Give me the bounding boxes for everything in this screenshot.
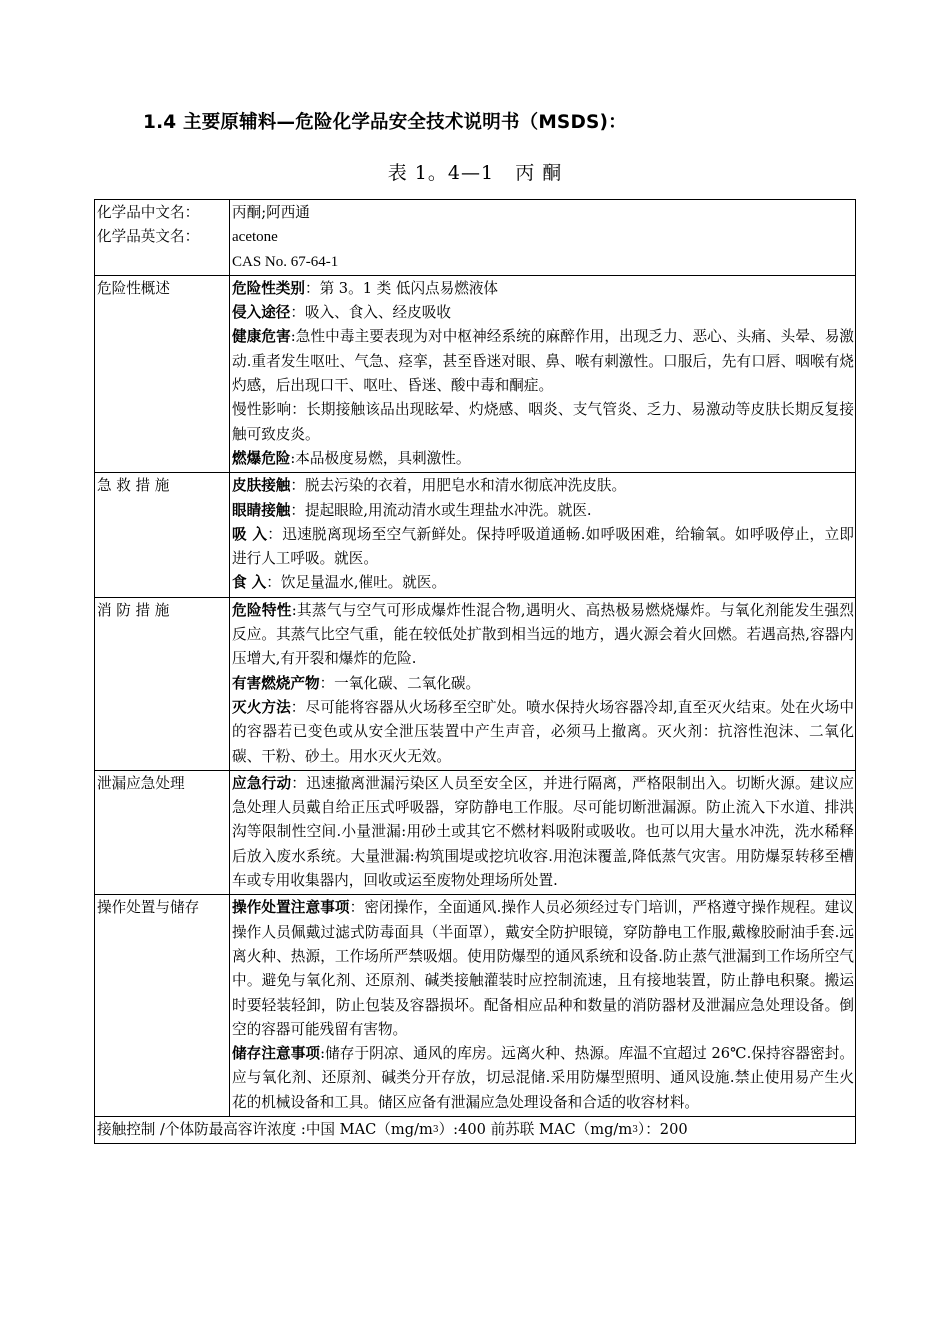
inhale-label: 吸 入	[232, 525, 268, 543]
storage-text: :储存于阴凉、通风的库房。远离火种、热源。库温不宜超过 26℃.保持容器密封。应与氧化剂、还原剂、碱类分开存放，切忌混储.采用防爆型照明、通风设施.禁止使用易产生火花的机械设备和工具。储区应备有泄漏应急处理设备和合适的收容材料。	[232, 1045, 854, 1111]
firefighting-row	[95, 597, 856, 770]
health-label: 健康危害	[232, 328, 291, 346]
chemical-name-en: acetone	[232, 229, 278, 246]
cas-number: CAS No. 67-64-1	[232, 253, 339, 270]
leak-row	[95, 770, 856, 894]
handling-content	[230, 895, 856, 1117]
table-caption: 表 1。4—1 丙 酮	[387, 162, 563, 184]
skin-label: 皮肤接触	[232, 477, 291, 495]
combustion-product-text: ：一氧化碳、二氧化碳。	[319, 674, 481, 692]
ingest-text: ：饮足量温水,催吐。就医。	[266, 574, 447, 592]
skin-text: ：脱去污染的衣着，用肥皂水和清水彻底冲洗皮肤。	[290, 477, 627, 495]
label-en-name: 化学品英文名：	[97, 228, 200, 246]
exposure-cell	[95, 1116, 856, 1143]
exposure-text-b: ）:400 前苏联 MAC（mg/m	[438, 1120, 633, 1138]
health-text: :急性中毒主要表现为对中枢神经系统的麻醉作用，出现乏力、恶心、头痛、头晕、易激动.重者发生呕吐、气急、痉挛，甚至昏迷对眼、鼻、喉有刺激性。口服后，先有口唇、咽喉有烧灼感，后出现口干、呕吐、昏迷、酸中毒和酮症。	[232, 328, 854, 395]
hazard-class-label: 危险性类别	[232, 279, 305, 297]
operation-text: ：密闭操作，全面通风.操作人员必须经过专门培训，严格遵守操作规程。建议操作人员佩戴过滤式防毒面具（半面罩），戴安全防护眼镜，穿防静电工作服,戴橡胶耐油手套.远离火种、热源，工作场所严禁吸烟。使用防爆型的通风系统和设备.防止蒸气泄漏到工作场所空气中。避免与氧化剂、还原剂、碱类接触灌装时应控制流速，且有接地装置，防止静电积聚。搬运时要轻装轻卸，防止包装及容器损坏。配备相应品种和数量的消防器材及泄漏应急处理设备。倒空的容器可能残留有害物。	[232, 899, 854, 1038]
firefighting-content	[230, 597, 856, 770]
unit-superscript-b: 3	[632, 1124, 638, 1135]
label-cn-name: 化学品中文名：	[97, 204, 200, 221]
combustion-product-label: 有害燃烧产物	[232, 674, 320, 692]
extinguish-method-text: ：尽可能将容器从火场移至空旷处。喷水保持火场容器冷却,直至灭火结束。处在火场中的容器若已变色或从安全泄压装置中产生声音，必须马上撤离。灭火剂：抗溶性泡沫、二氧化碳、干粉、砂土。用水灭火无效。	[232, 698, 854, 765]
emergency-action-text: ：迅速撤离泄漏污染区人员至安全区，并进行隔离，严格限制出入。切断火源。建议应急处理人员戴自给正压式呼吸器，穿防静电工作服。尽可能切断泄漏源。防止流入下水道、排洪沟等限制性空间.小量泄漏:用砂土或其它不燃材料吸附或吸收。也可以用大量水冲洗，洗水稀释后放入废水系统。大量泄漏:构筑围堤或挖坑收容.用泡沫覆盖,降低蒸气灾害。用防爆泵转移至槽车或专用收集器内，回收或运至废物处理场所处置.	[232, 774, 854, 890]
identity-row	[95, 200, 856, 276]
leak-content	[230, 770, 856, 894]
extinguish-method-label: 灭火方法	[232, 698, 291, 716]
msds-table	[94, 199, 856, 1144]
identity-value-cell	[230, 200, 856, 276]
handling-label: 操作处置与储存	[95, 895, 230, 1117]
exposure-row	[95, 1116, 856, 1143]
unit-superscript-a: 3	[432, 1124, 439, 1135]
inhale-text: ：迅速脱离现场至空气新鲜处。保持呼吸道通畅.如呼吸困难，给输氧。如呼吸停止，立即进行人工呼吸。就医。	[232, 525, 854, 568]
eye-label: 眼睛接触	[232, 501, 291, 519]
hazard-char-text: :其蒸气与空气可形成爆炸性混合物,遇明火、高热极易燃烧爆炸。与氧化剂能发生强烈反应。其蒸气比空气重，能在较低处扩散到相当远的地方，遇火源会着火回燃。若遇高热,容器内压增大,有开裂和爆炸的危险.	[232, 601, 854, 668]
hazard-label: 危险性概述	[95, 275, 230, 472]
storage-label: 储存注意事项	[232, 1045, 321, 1063]
fire-hazard-label: 燃爆危险	[232, 449, 291, 467]
firefighting-label: 消 防 措 施	[95, 597, 230, 770]
eye-text: ：提起眼睑,用流动清水或生理盐水冲洗。就医.	[290, 501, 592, 519]
route-label: 侵入途径	[232, 304, 291, 322]
hazard-char-label: 危险特性	[232, 601, 292, 619]
chronic-text: 慢性影响：长期接触该品出现眩晕、灼烧感、咽炎、支气管炎、乏力、易激动等皮肤长期反复接触可致皮炎。	[232, 401, 854, 443]
fire-hazard-text: :本品极度易燃，具刺激性。	[290, 449, 471, 467]
first-aid-label: 急 救 措 施	[95, 473, 230, 597]
hazard-content	[230, 275, 856, 472]
route-text: ：吸入、食入、经皮吸收	[290, 304, 451, 322]
exposure-text-a: 接触控制 /个体防最高容许浓度 :中国 MAC（mg/m	[97, 1120, 433, 1138]
exposure-text-c: ）：200	[637, 1120, 688, 1138]
first-aid-content	[230, 473, 856, 597]
hazard-class-text: ：第 3。1 类 低闪点易燃液体	[304, 279, 499, 297]
operation-label: 操作处置注意事项	[232, 899, 350, 917]
ingest-label: 食 入	[232, 574, 267, 592]
hazard-row	[95, 275, 856, 472]
emergency-action-label: 应急行动	[232, 774, 292, 792]
chemical-name-cn: 丙酮;阿西通	[232, 204, 310, 221]
identity-label-cell	[95, 200, 230, 276]
leak-label: 泄漏应急处理	[95, 770, 230, 894]
first-aid-row	[95, 473, 856, 597]
handling-row	[95, 895, 856, 1117]
section-heading: 1.4 主要原辅料—危险化学品安全技术说明书（MSDS)：	[143, 112, 627, 133]
